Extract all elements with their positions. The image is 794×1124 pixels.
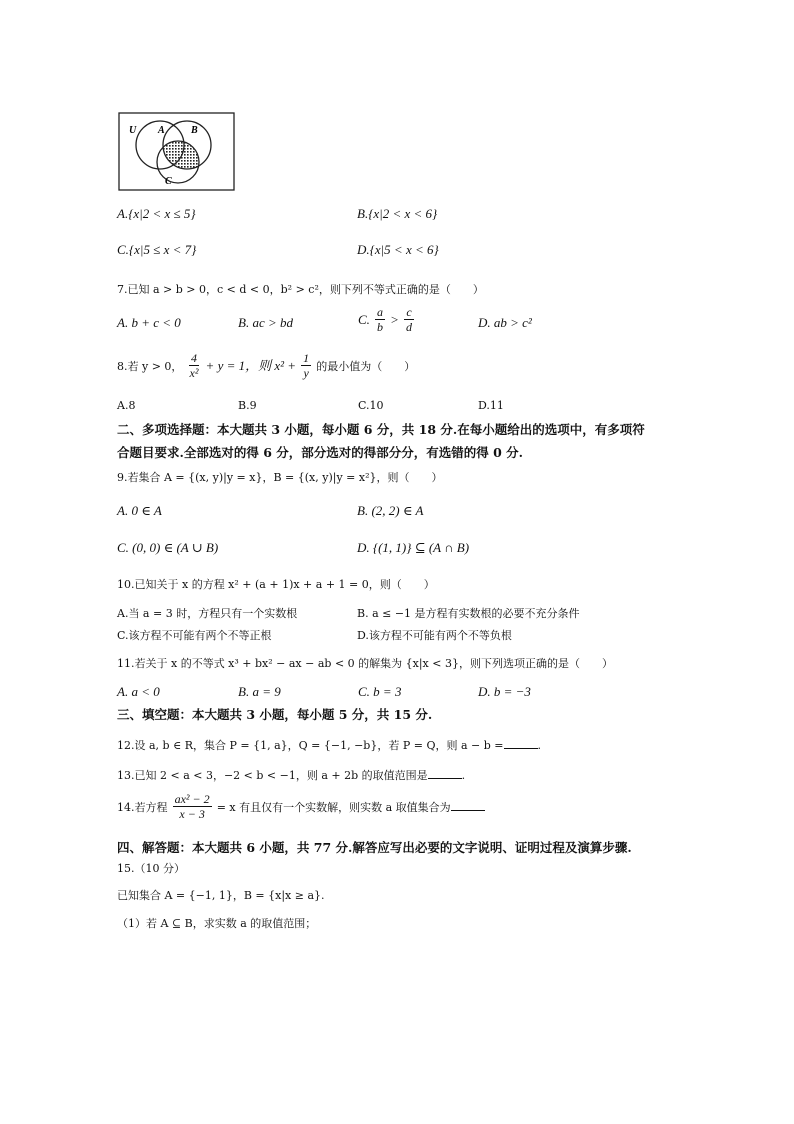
- section2-line2: 合题目要求.全部选对的得 6 分，部分选对的得部分分，有选错的得 0 分.: [117, 445, 524, 460]
- q8-option-c: C.10: [358, 399, 384, 412]
- q11-option-b: B. a = 9: [238, 684, 281, 699]
- q10-option-a: A.当 a = 3 时，方程只有一个实数根: [117, 607, 298, 620]
- q6-option-c: C.{x|5 ≤ x < 7}: [117, 242, 197, 257]
- section3-title: 三、填空题：本大题共 3 小题，每小题 5 分，共 15 分.: [117, 707, 433, 722]
- q10-option-d: D.该方程不可能有两个不等负根: [357, 629, 512, 642]
- q13-answer-blank[interactable]: [428, 766, 462, 779]
- q8-stem: 8.若 y > 0， $\frac{4}{\text{x²}}$ + y = 1，则 x² + $\frac{1}{y}$ 的最小值为（ ）: [117, 351, 416, 380]
- venn-diagram: [118, 112, 236, 192]
- label-u: U: [129, 125, 137, 136]
- q11-option-d: D. b = −3: [478, 684, 531, 699]
- q12: 12.设 a, b ∈ R，集合 P = {1, a}，Q = {−1, −b}，若 P = Q，则 a − b = .: [117, 734, 541, 753]
- q14-fraction: $\frac{\text{ax² − 2}}{x - 3}$: [174, 792, 210, 821]
- q13-stem: 13.已知 2 < a < 3，−2 < b < −1，则 a + 2b 的取值范围是: [117, 769, 428, 782]
- section2-line1: 二、多项选择题：本大题共 3 小题，每小题 6 分，共 18 分.在每小题给出的选项中，有多项符: [117, 422, 645, 437]
- q6-option-d: D.{x|5 < x < 6}: [357, 242, 439, 257]
- q14: 14.若方程 $\frac{\text{ax² − 2}}{x - 3}$ = x 有且仅有一个实数解，则实数 a 取值集合为: [117, 792, 485, 821]
- q8-option-a: A.8: [117, 399, 136, 412]
- q7-option-d: D. ab > c²: [478, 315, 532, 330]
- q10-stem: 10.已知关于 x 的方程 x² + (a + 1)x + a + 1 = 0，则（ ）: [117, 578, 435, 591]
- q14-answer-blank[interactable]: [451, 798, 485, 811]
- q9-option-a: A. 0 ∈ A: [117, 503, 162, 518]
- q9-stem: 9.若集合 A = {(x, y)|y = x}，B = {(x, y)|y = x²}，则（ ）: [117, 471, 443, 484]
- q7-option-c-fraction-left: $\frac{a}{b}$: [377, 305, 384, 334]
- q7-option-a: A. b + c < 0: [117, 315, 181, 330]
- q11-option-a: A. a < 0: [117, 684, 160, 699]
- q12-answer-blank[interactable]: [504, 736, 538, 749]
- q13: 13.已知 2 < a < 3，−2 < b < −1，则 a + 2b 的取值范围是 .: [117, 764, 465, 783]
- q6-option-a: A.{x|2 < x ≤ 5}: [117, 206, 196, 221]
- label-b: B: [191, 125, 198, 136]
- q12-stem: 12.设 a, b ∈ R，集合 P = {1, a}，Q = {−1, −b}，若 P = Q，则 a − b =: [117, 739, 504, 752]
- q8-option-b: B.9: [238, 399, 257, 412]
- label-a: A: [158, 125, 165, 136]
- q11-stem: 11.若关于 x 的不等式 x³ + bx² − ax − ab < 0 的解集为 {x|x < 3}，则下列选项正确的是（ ）: [117, 657, 613, 670]
- q15-part1: （1）若 A ⊆ B，求实数 a 的取值范围；: [117, 917, 317, 930]
- q15-given: 已知集合 A = {−1, 1}，B = {x|x ≥ a}.: [117, 889, 325, 902]
- q7-option-c-fraction-right: $\frac{c}{d}$: [405, 305, 412, 334]
- section4-title: 四、解答题：本大题共 6 小题，共 77 分.解答应写出必要的文字说明、证明过程及演算步骤.: [117, 840, 632, 855]
- label-c: C: [165, 176, 172, 187]
- q7-option-b: B. ac > bd: [238, 315, 293, 330]
- q11-option-c: C. b = 3: [358, 684, 402, 699]
- q8-option-d: D.11: [478, 399, 504, 412]
- q9-option-d: D. {(1, 1)} ⊆ (A ∩ B): [357, 540, 470, 555]
- q9-option-c: C. (0, 0) ∈ (A ∪ B): [117, 540, 219, 555]
- q9-option-b: B. (2, 2) ∈ A: [357, 503, 424, 518]
- q10-option-b: B. a ≤ −1 是方程有实数根的必要不充分条件: [357, 607, 580, 620]
- q15-score: 15.（10 分）: [117, 862, 185, 875]
- q7-option-c-prefix: C.: [358, 312, 370, 327]
- q10-option-c: C.该方程不可能有两个不等正根: [117, 629, 272, 642]
- q7-stem: 7.已知 a > b > 0，c < d < 0，b² > c²，则下列不等式正确的是（ ）: [117, 283, 484, 296]
- q6-option-b: B.{x|2 < x < 6}: [357, 206, 438, 221]
- q7-option-c: C. $\frac{a}{b}$ > $\frac{c}{d}$: [358, 305, 412, 334]
